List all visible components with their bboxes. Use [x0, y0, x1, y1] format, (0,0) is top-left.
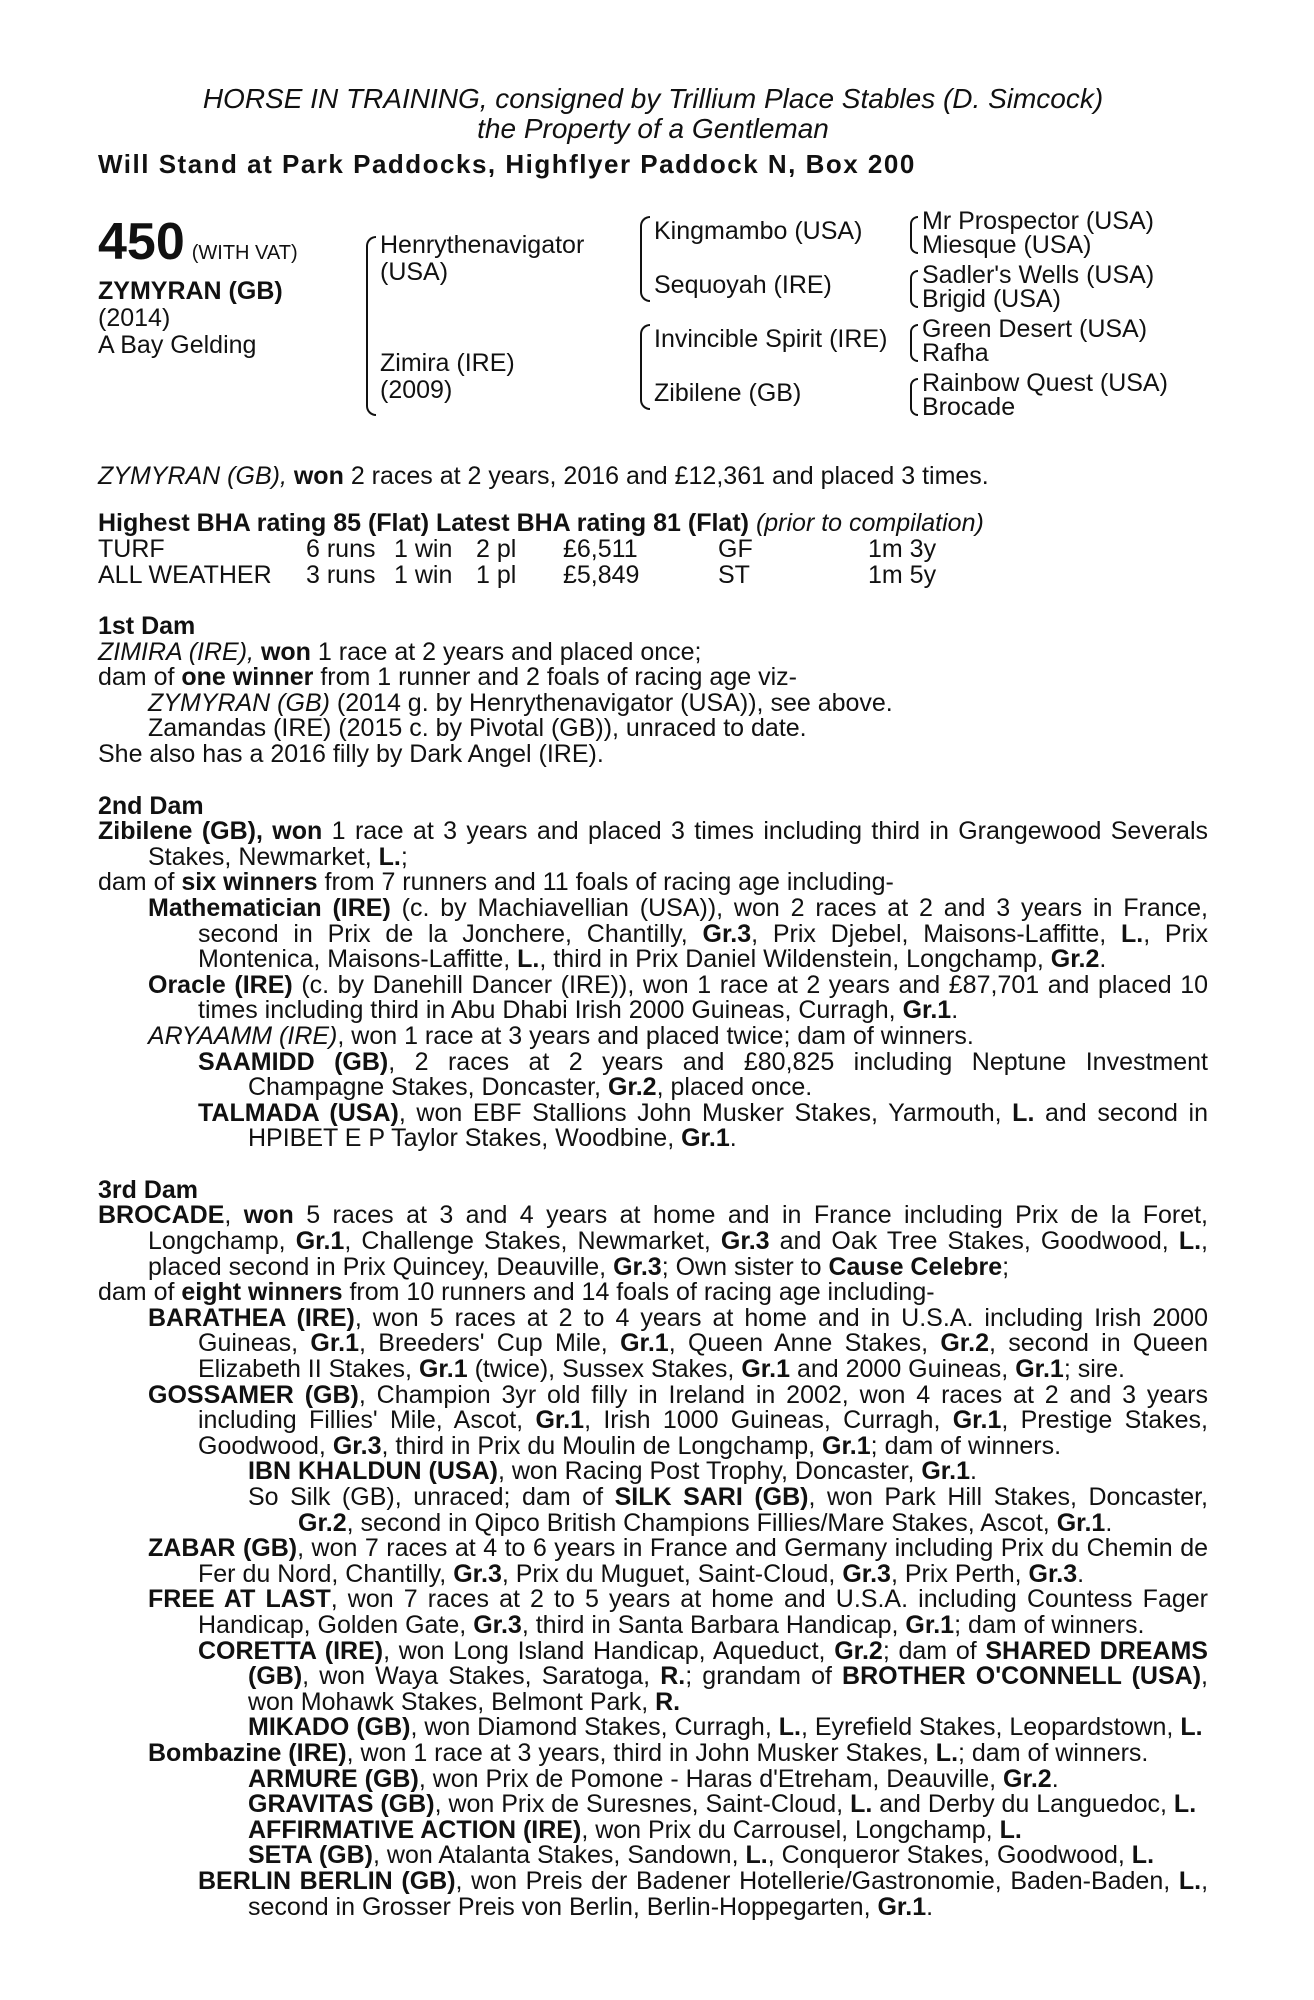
- ratings-table: [98, 510, 1208, 588]
- sire-dam-sire: Sadler's Wells (USA): [922, 261, 1155, 289]
- sire-sire: Kingmambo (USA): [654, 217, 863, 245]
- list-item: Zamandas (IRE) (2015 c. by Pivotal (GB)), unraced to date.: [148, 714, 807, 743]
- summary-won: won: [293, 462, 344, 490]
- list-item: BARATHEA (IRE), won 5 races at 2 to 4 years at home and in U.S.A. including Irish 2000 Guineas, Gr.1, Breeders' Cup Mile, Gr.1, Queen Anne Stakes, Gr.2, second in Queen Elizabeth II Stakes, Gr.1 (twice), Sussex Stakes, Gr.1 and 2000 Guineas, Gr.1; sire.: [148, 1303, 1208, 1384]
- list-item: ARYAAMM (IRE), won 1 race at 3 years and placed twice; dam of winners.: [148, 1021, 974, 1050]
- runs: 3 runs: [306, 561, 376, 589]
- wins: 1 win: [394, 561, 453, 589]
- vat-note: (WITH VAT): [191, 242, 298, 264]
- dam-dam-dam: Brocade: [922, 393, 1016, 421]
- dam-note: She also has a 2016 filly by Dark Angel (IRE).: [98, 739, 604, 768]
- list-item: MIKADO (GB), won Diamond Stakes, Curragh, L., Eyrefield Stakes, Leopardstown, L.: [248, 1713, 1203, 1742]
- places: 2 pl: [476, 535, 517, 563]
- prize-money: £5,849: [563, 561, 640, 589]
- bracket-ds: [910, 324, 918, 362]
- horse-name: ZYMYRAN (GB): [98, 277, 283, 305]
- list-item: SETA (GB), won Atalanta Stakes, Sandown, L., Conqueror Stakes, Goodwood, L.: [248, 1841, 1155, 1870]
- list-item: CORETTA (IRE), won Long Island Handicap, Aqueduct, Gr.2; dam of SHARED DREAMS (GB), won Waya Stakes, Saratoga, R.; grandam of BROTHER O'CONNELL (USA), won Mohawk Stakes, Belmont Park, R.: [198, 1636, 1208, 1716]
- dam-produce: dam of eight winners from 10 runners and 14 foals of racing age including-: [98, 1278, 935, 1307]
- list-item: FREE AT LAST, won 7 races at 2 to 5 years at home and U.S.A. including Countess Fager Handicap, Golden Gate, Gr.3, third in Santa Barbara Handicap, Gr.1; dam of winners.: [148, 1585, 1208, 1639]
- first-dam-section: [98, 614, 1208, 768]
- surface: TURF: [98, 535, 165, 563]
- list-item: TALMADA (USA), won EBF Stallions John Musker Stakes, Yarmouth, L. and second in HPIBET E P Taylor Stakes, Woodbine, Gr.1.: [198, 1098, 1208, 1153]
- sire-dam: Sequoyah (IRE): [654, 271, 832, 299]
- list-item: GOSSAMER (GB), Champion 3yr old filly in Ireland in 2002, won 4 races at 2 and 3 years including Fillies' Mile, Ascot, Gr.1, Irish 1000 Guineas, Curragh, Gr.1, Prestige Stakes, Goodwood, Gr.3, third in Prix du Moulin de Longchamp, Gr.1; dam of winners.: [148, 1380, 1209, 1460]
- bha-ratings: Highest BHA rating 85 (Flat) Latest BHA rating 81 (Flat): [98, 509, 749, 537]
- list-item: BERLIN BERLIN (GB), won Preis der Badener Hotellerie/Gastronomie, Baden-Baden, L., second in Grosser Preis von Berlin, Berlin-Hoppegarten, Gr.1.: [198, 1866, 1209, 1921]
- list-item: So Silk (GB), unraced; dam of SILK SARI (GB), won Park Hill Stakes, Doncaster, Gr.2, second in Qipco British Champions Fillies/Mare Stakes, Ascot, Gr.1.: [248, 1483, 1208, 1537]
- lot-number-row: [98, 213, 298, 271]
- list-item: Mathematician (IRE) (c. by Machiavellian (USA)), won 2 races at 2 and 3 years in France, second in Prix de la Jonchere, Chantilly, Gr.3, Prix Djebel, Maisons-Laffitte, L., Prix Montenica, Maisons-Laffitte, L., third in Prix Daniel Wildenstein, Longchamp, Gr.2.: [148, 893, 1208, 974]
- list-item: IBN KHALDUN (USA), won Racing Post Trophy, Doncaster, Gr.1.: [248, 1457, 977, 1486]
- sire-dam-dam: Brigid (USA): [922, 285, 1061, 313]
- table-row: [98, 536, 1208, 562]
- list-item: ZABAR (GB), won 7 races at 4 to 6 years in France and Germany including Prix du Chemin de Fer du Nord, Chantilly, Gr.3, Prix du Muguet, Saint-Cloud, Gr.3, Prix Perth, Gr.3.: [148, 1534, 1208, 1588]
- prize-money: £6,511: [563, 535, 638, 563]
- section-heading: 3rd Dam: [98, 1175, 199, 1204]
- dam-sire: Invincible Spirit (IRE): [654, 325, 888, 353]
- dam-produce: dam of one winner from 1 runner and 2 foals of racing age viz-: [98, 663, 797, 692]
- dam-name: Zimira (IRE): [380, 349, 515, 377]
- bracket-sd: [910, 270, 918, 308]
- list-item: Oracle (IRE) (c. by Danehill Dancer (IRE)), won 1 race at 2 years and £87,701 and placed 10 times including third in Abu Dhabi Irish 2000 Guineas, Curragh, Gr.1.: [148, 970, 1209, 1025]
- race-summary: [98, 462, 1208, 490]
- distance: 1m 5y: [868, 561, 937, 589]
- section-heading: 2nd Dam: [98, 791, 204, 820]
- going: ST: [718, 561, 750, 589]
- sire-sire-sire: Mr Prospector (USA): [922, 207, 1154, 235]
- dam-sire-dam: Rafha: [922, 339, 989, 367]
- location-line: Will Stand at Park Paddocks, Highflyer Paddock N, Box 200: [98, 149, 916, 179]
- bracket-ss: [910, 216, 918, 254]
- runs: 6 runs: [306, 535, 376, 563]
- second-dam-section: [98, 791, 1209, 1153]
- dam-year: (2009): [380, 376, 453, 404]
- bracket-dd: [910, 378, 918, 416]
- horse-description: A Bay Gelding: [98, 331, 257, 359]
- list-item: ZYMYRAN (GB) (2014 g. by Henrythenavigator (USA)), see above.: [148, 688, 893, 717]
- dam-record: ZIMIRA (IRE), won 1 race at 2 years and placed once;: [98, 637, 702, 666]
- table-row: [98, 562, 1208, 588]
- consignor-line: HORSE IN TRAINING, consigned by Trillium Place Stables (D. Simcock): [202, 83, 1104, 114]
- dam-dam-sire: Rainbow Quest (USA): [922, 369, 1168, 397]
- dam-dam: Zibilene (GB): [654, 379, 802, 407]
- ratings-line: [98, 510, 1208, 536]
- sire-name: Henrythenavigator: [380, 231, 585, 259]
- ratings-note: (prior to compilation): [755, 509, 984, 537]
- lot-number: 450: [98, 213, 185, 271]
- third-dam-section: [98, 1175, 1209, 1921]
- list-item: ARMURE (GB), won Prix de Pomone - Haras d'Etreham, Deauville, Gr.2.: [248, 1764, 1059, 1793]
- property-line: the Property of a Gentleman: [477, 113, 829, 144]
- bracket-dam: [640, 324, 650, 410]
- dam-produce: dam of six winners from 7 runners and 11 foals of racing age including-: [98, 868, 894, 897]
- dam-sire-sire: Green Desert (USA): [922, 315, 1148, 343]
- surface: ALL WEATHER: [98, 561, 272, 589]
- horse-year: (2014): [98, 304, 171, 332]
- summary-record: 2 races at 2 years, 2016 and £12,361 and placed 3 times.: [350, 462, 989, 490]
- sire-country: (USA): [380, 258, 449, 286]
- distance: 1m 3y: [868, 535, 937, 563]
- list-item: SAAMIDD (GB), 2 races at 2 years and £80,825 including Neptune Investment Champagne Stakes, Doncaster, Gr.2, placed once.: [198, 1047, 1208, 1102]
- wins: 1 win: [394, 535, 453, 563]
- bracket-sire: [640, 216, 650, 302]
- summary-horse-name: ZYMYRAN (GB),: [98, 462, 287, 490]
- places: 1 pl: [476, 561, 517, 589]
- bracket-gen1: [366, 236, 376, 416]
- dam-record: Zibilene (GB), won 1 race at 3 years and placed 3 times including third in Grangewood Severals Stakes, Newmarket, L.;: [98, 817, 1209, 871]
- going: GF: [718, 535, 753, 563]
- section-heading: 1st Dam: [98, 612, 196, 640]
- list-item: Bombazine (IRE), won 1 race at 3 years, third in John Musker Stakes, L.; dam of winners.: [148, 1738, 1149, 1767]
- dam-record: BROCADE, won 5 races at 3 and 4 years at home and in France including Prix de la Foret, Longchamp, Gr.1, Challenge Stakes, Newmarket, Gr.3 and Oak Tree Stakes, Goodwood, L., placed second in Prix Quincey, Deauville, Gr.3; Own sister to Cause Celebre;: [98, 1201, 1208, 1281]
- list-item: GRAVITAS (GB), won Prix de Suresnes, Saint-Cloud, L. and Derby du Languedoc, L.: [248, 1790, 1197, 1819]
- sire-sire-dam: Miesque (USA): [922, 231, 1092, 259]
- list-item: AFFIRMATIVE ACTION (IRE), won Prix du Carrousel, Longchamp, L.: [248, 1815, 1022, 1844]
- catalogue-page: [98, 84, 1208, 1920]
- pedigree-block: [98, 207, 1208, 444]
